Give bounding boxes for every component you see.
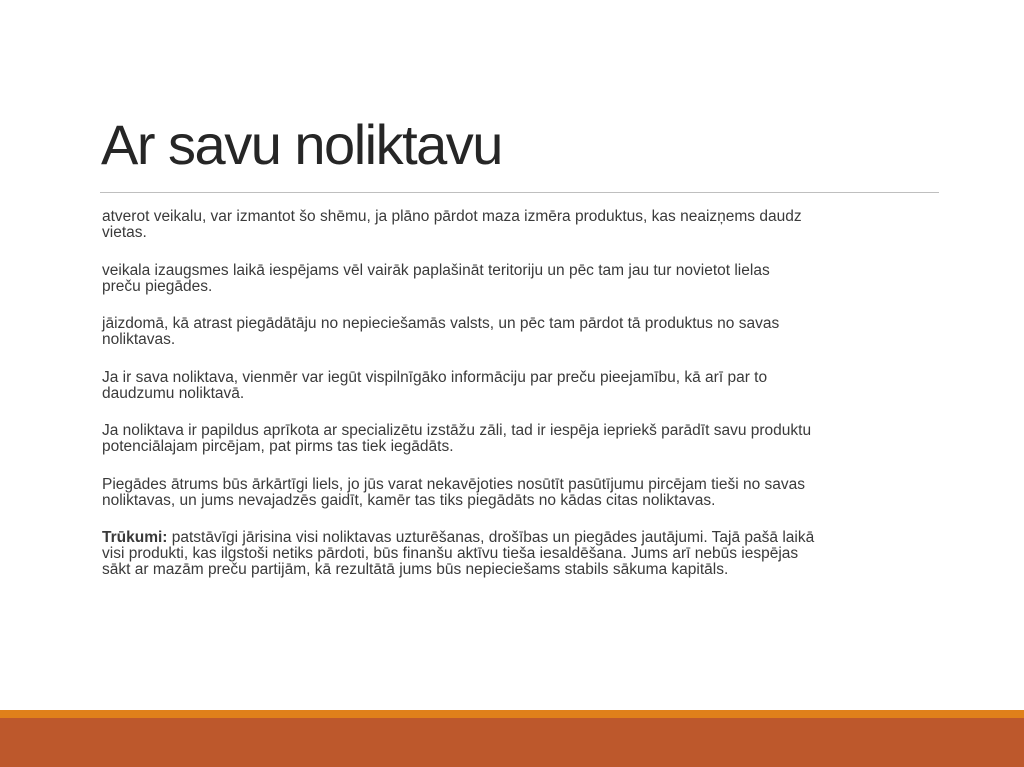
text-line: atverot veikalu, var izmantot šo shēmu, ja plāno pārdot maza izmēra produktus, kas neaizņems daudz bbox=[102, 208, 802, 225]
drawbacks-paragraph bbox=[102, 530, 942, 578]
text-line: potenciālajam pircējam, pat pirms tas tiek iegādāts. bbox=[102, 438, 454, 455]
text-line: preču piegādes. bbox=[102, 277, 213, 295]
paragraph bbox=[102, 316, 942, 348]
text-line: jāizdomā, kā atrast piegādātāju no nepieciešamās valsts, un pēc tam pārdot tā produktus no savas bbox=[102, 315, 780, 332]
paragraph bbox=[102, 423, 942, 455]
text-line: noliktavas. bbox=[102, 331, 176, 348]
paragraph bbox=[102, 477, 942, 509]
text-line: noliktavas, un jums nevajadzēs gaidīt, kamēr tas tiks piegādāts no kādas citas noliktavas. bbox=[102, 491, 716, 509]
paragraph bbox=[102, 263, 942, 295]
text-line: vietas. bbox=[102, 224, 147, 241]
text-line: daudzumu noliktavā. bbox=[102, 384, 245, 402]
title-divider bbox=[100, 192, 939, 193]
drawbacks-label: Trūkumi: bbox=[102, 529, 168, 546]
text-line: Ja noliktava ir papildus aprīkota ar specializētu izstāžu zāli, tad ir iespēja iepriekš parādīt savu produktu bbox=[102, 422, 812, 439]
text-line: Ja ir sava noliktava, vienmēr var iegūt vispilnīgāko informāciju par preču pieejamību, kā arī par to bbox=[102, 368, 768, 386]
text-line bbox=[102, 530, 942, 546]
paragraph bbox=[102, 209, 942, 241]
text-line: Piegādes ātrums būs ārkārtīgi liels, jo jūs varat nekavējoties nosūtīt pasūtījumu pircējam tieši no savas bbox=[102, 475, 806, 493]
text-span: patstāvīgi jārisina visi noliktavas uzturēšanas, drošības un piegādes jautājumi. Tajā pašā laikā bbox=[167, 529, 815, 546]
footer-accent-stripe bbox=[0, 710, 1024, 718]
text-line: visi produkti, kas ilgstoši netiks pārdoti, būs finanšu aktīvu tieša iesaldēšana. Jums arī nebūs iespējas bbox=[102, 545, 799, 562]
text-line: sākt ar mazām preču partijām, kā rezultātā jums būs nepieciešams stabils sākuma kapitāls. bbox=[102, 561, 729, 578]
slide-body bbox=[102, 209, 942, 600]
slide-title: Ar savu noliktavu bbox=[101, 113, 502, 176]
text-line: veikala izaugsmes laikā iespējams vēl vairāk paplašināt teritoriju un pēc tam jau tur novietot lielas bbox=[102, 261, 770, 279]
paragraph bbox=[102, 370, 942, 402]
footer-band bbox=[0, 718, 1024, 767]
